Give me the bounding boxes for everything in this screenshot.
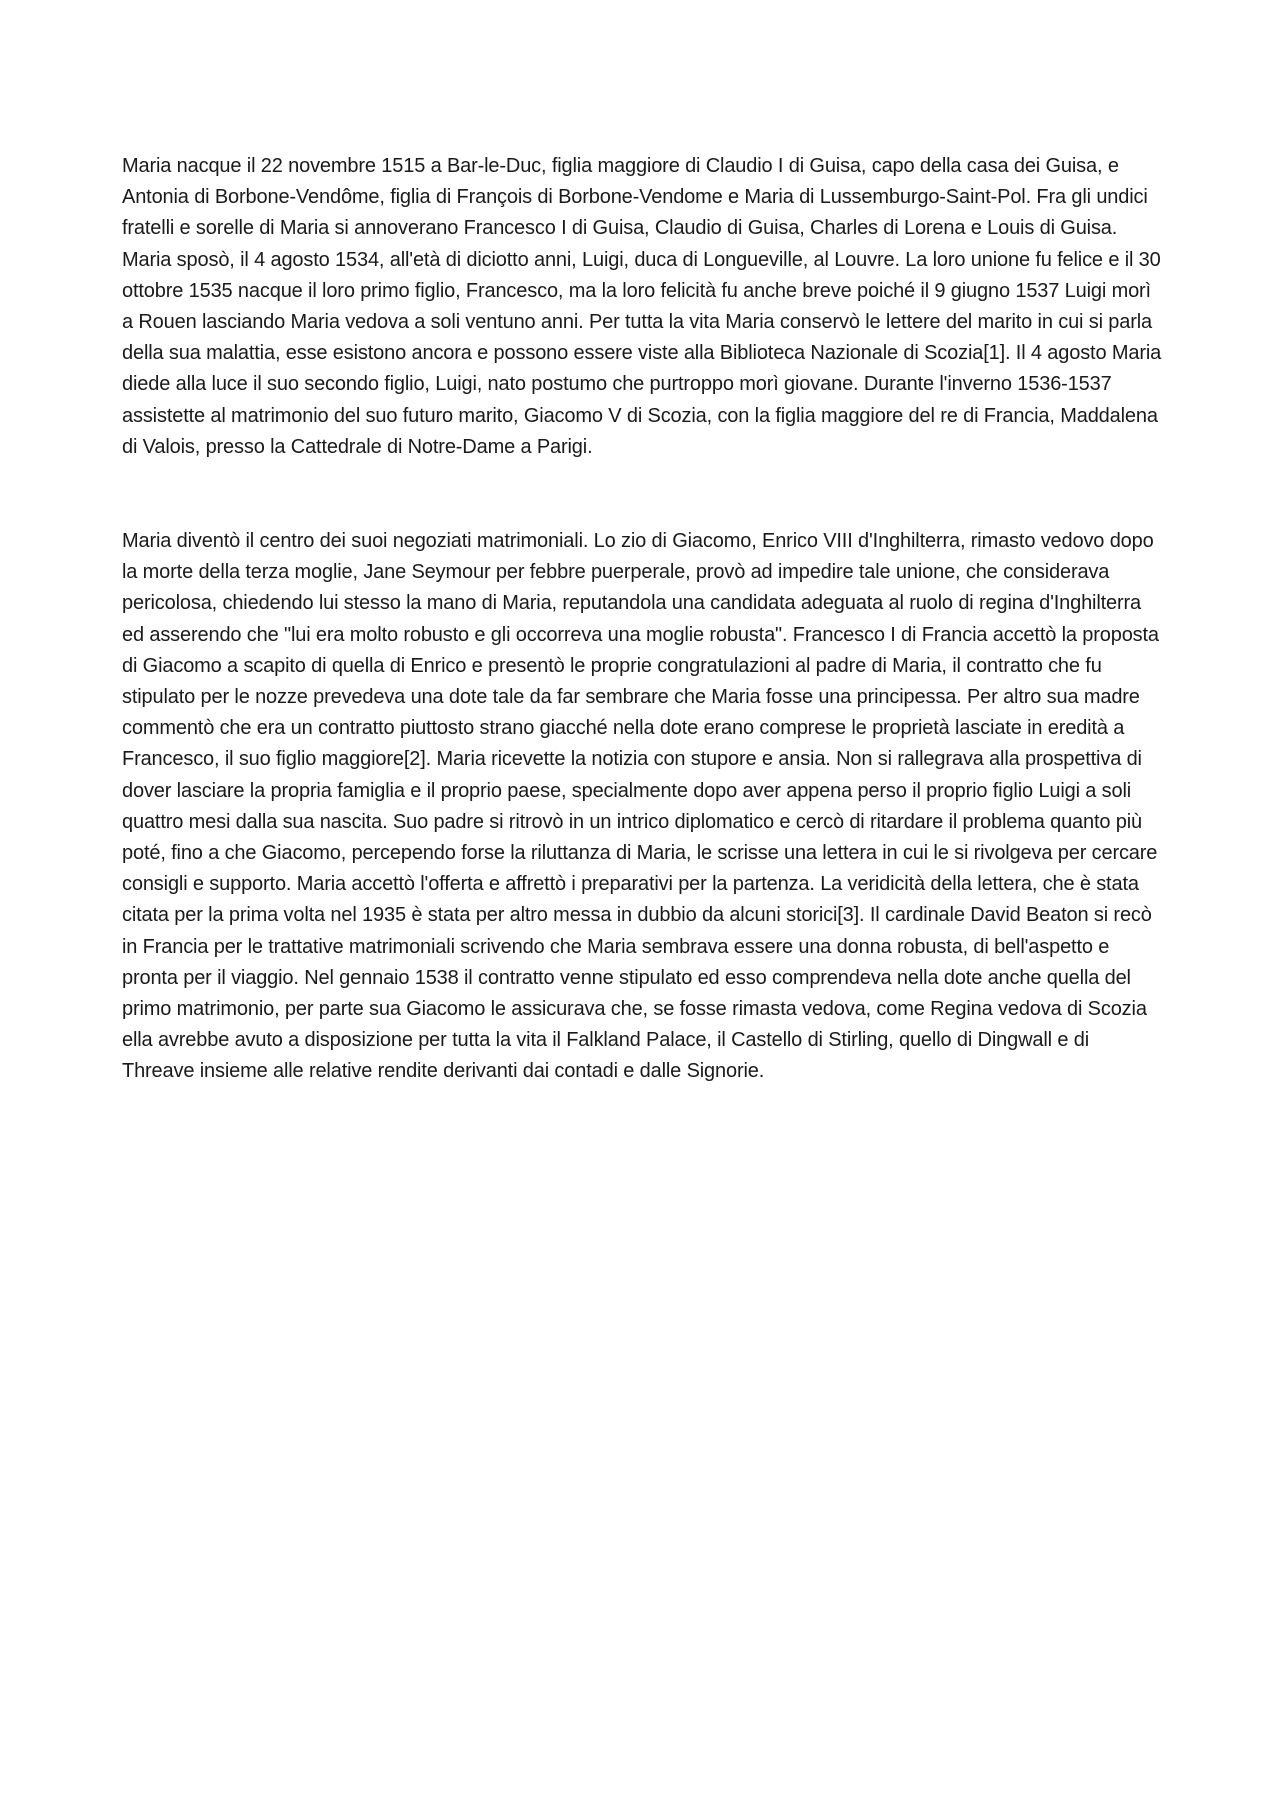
document-body (122, 151, 1164, 1088)
paragraph-2: Maria diventò il centro dei suoi negoziati matrimoniali. Lo zio di Giacomo, Enrico VIII d'Inghilterra, rimasto vedovo dopo la morte della terza moglie, Jane Seymour per febbre puerperale, provò ad impedire tale unione, che considerava pericolosa, chiedendo lui stesso la mano di Maria, reputandola una candidata adeguata al ruolo di regina d'Inghilterra ed asserendo che "lui era molto robusto e gli occorreva una moglie robusta". Francesco I di Francia accettò la proposta di Giacomo a scapito di quella di Enrico e presentò le proprie congratulazioni al padre di Maria, il contratto che fu stipulato per le nozze prevedeva una dote tale da far sembrare che Maria fosse una principessa. Per altro sua madre commentò che era un contratto piuttosto strano giacché nella dote erano comprese le proprietà lasciate in eredità a Francesco, il suo figlio maggiore[2]. Maria ricevette la notizia con stupore e ansia. Non si rallegrava alla prospettiva di dover lasciare la propria famiglia e il proprio paese, specialmente dopo aver appena perso il proprio figlio Luigi a soli quattro mesi dalla sua nascita. Suo padre si ritrovò in un intrico diplomatico e cercò di ritardare il problema quanto più poté, fino a che Giacomo, percependo forse la riluttanza di Maria, le scrisse una lettera in cui le si rivolgeva per cercare consigli e supporto. Maria accettò l'offerta e affrettò i preparativi per la partenza. La veridicità della lettera, che è stata citata per la prima volta nel 1935 è stata per altro messa in dubbio da alcuni storici[3]. Il cardinale David Beaton si recò in Francia per le trattative matrimoniali scrivendo che Maria sembrava essere una donna robusta, di bell'aspetto e pronta per il viaggio. Nel gennaio 1538 il contratto venne stipulato ed esso comprendeva nella dote anche quella del primo matrimonio, per parte sua Giacomo le assicurava che, se fosse rimasta vedova, come Regina vedova di Scozia ella avrebbe avuto a disposizione per tutta la vita il Falkland Palace, il Castello di Stirling, quello di Dingwall e di Threave insieme alle relative rendite derivanti dai contadi e dalle Signorie. (122, 530, 1159, 1083)
paragraph-1: Maria nacque il 22 novembre 1515 a Bar-le-Duc, figlia maggiore di Claudio I di Guisa, capo della casa dei Guisa, e Antonia di Borbone-Vendôme, figlia di François di Borbone-Vendome e Maria di Lussemburgo-Saint-Pol. Fra gli undici fratelli e sorelle di Maria si annoverano Francesco I di Guisa, Claudio di Guisa, Charles di Lorena e Louis di Guisa. Maria sposò, il 4 agosto 1534, all'età di diciotto anni, Luigi, duca di Longueville, al Louvre. La loro unione fu felice e il 30 ottobre 1535 nacque il loro primo figlio, Francesco, ma la loro felicità fu anche breve poiché il 9 giugno 1537 Luigi morì a Rouen lasciando Maria vedova a soli ventuno anni. Per tutta la vita Maria conservò le lettere del marito in cui si parla della sua malattia, esse esistono ancora e possono essere viste alla Biblioteca Nazionale di Scozia[1]. Il 4 agosto Maria diede alla luce il suo secondo figlio, Luigi, nato postumo che purtroppo morì giovane. Durante l'inverno 1536-1537 assistette al matrimonio del suo futuro marito, Giacomo V di Scozia, con la figlia maggiore del re di Francia, Maddalena di Valois, presso la Cattedrale di Notre-Dame a Parigi. (122, 155, 1162, 458)
